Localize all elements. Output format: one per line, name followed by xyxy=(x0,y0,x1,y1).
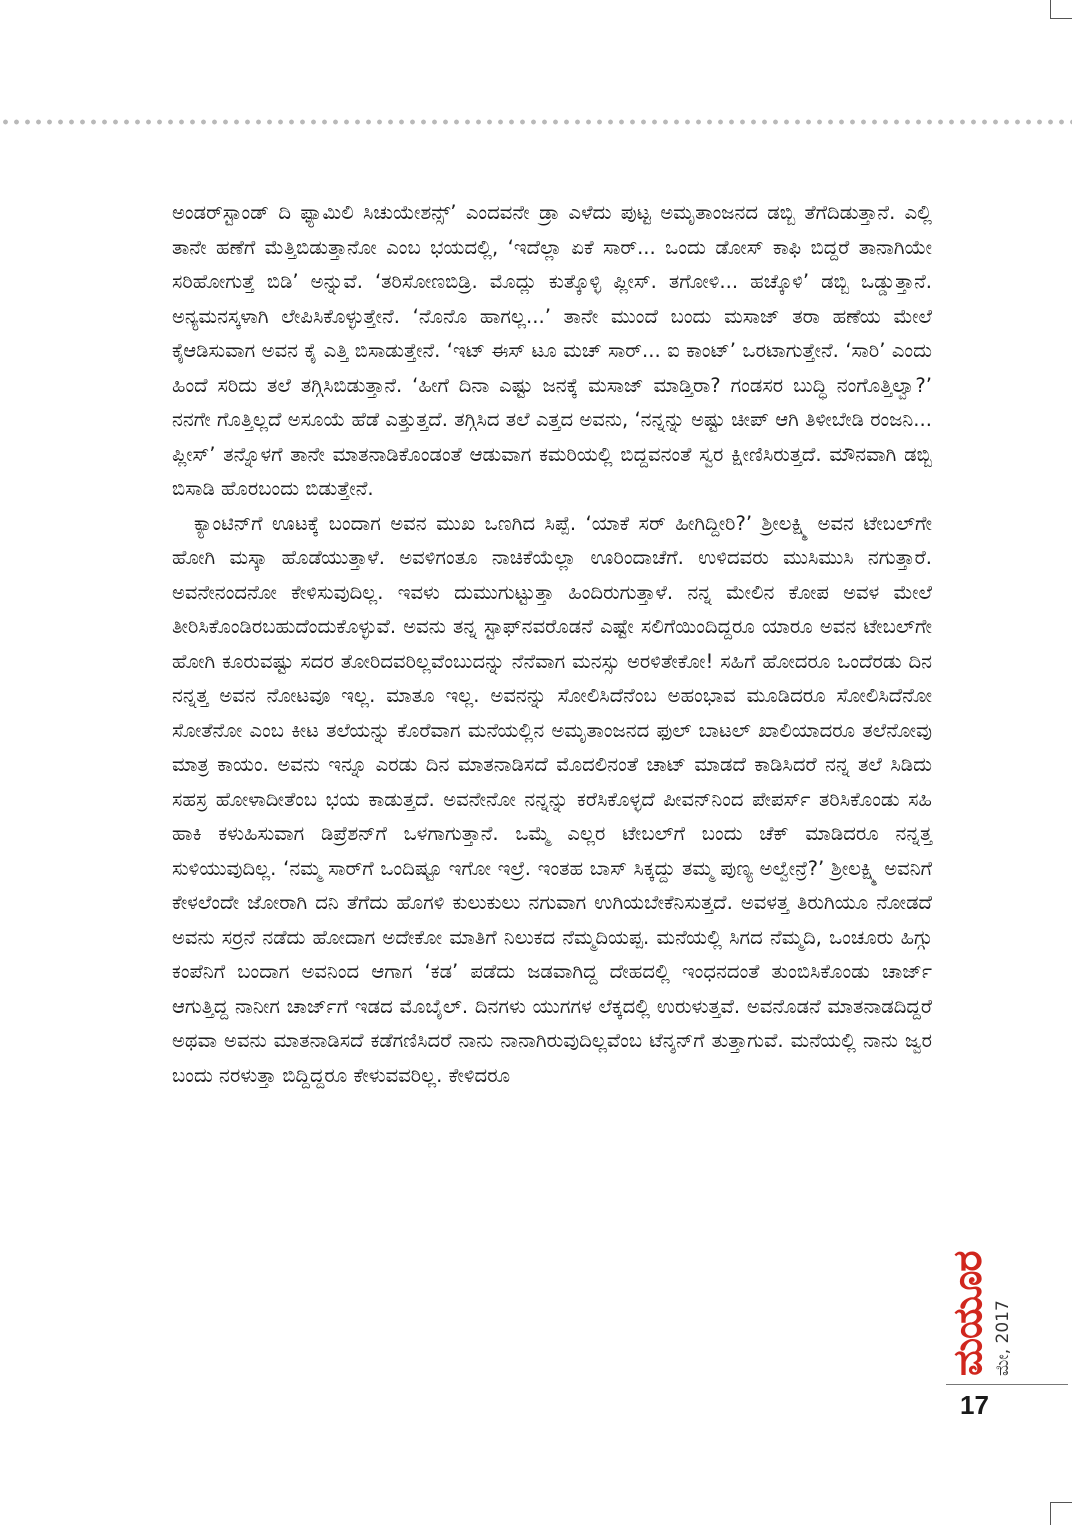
crop-mark-top-right xyxy=(1050,0,1051,18)
dotted-header-rule xyxy=(0,118,1072,126)
issue-date: ಮೇ, 2017 xyxy=(993,1300,1013,1376)
masthead xyxy=(944,1138,1054,1376)
article-body xyxy=(172,196,932,1093)
paragraph: ಕ್ಯಾಂಟಿನ್‌ಗೆ ಊಟಕ್ಕೆ ಬಂದಾಗ ಅವನ ಮುಖ ಒಣಗಿದ ಸಿಪ್ಪೆ. ‘ಯಾಕೆ ಸರ್ ಹೀಗಿದ್ದೀರಿ?’ ಶ್ರೀಲಕ್ಷ್ಮಿ ಅವನ ಟೇಬಲ್‌ಗೇ ಹೋಗಿ ಮಸ್ಕಾ ಹೊಡೆಯುತ್ತಾಳೆ. ಅವಳಿಗಂತೂ ನಾಚಿಕೆಯೆಲ್ಲಾ ಊರಿಂದಾಚೆಗೆ. ಉಳಿದವರು ಮುಸಿಮುಸಿ ನಗುತ್ತಾರೆ. ಅವನೇನಂದನೋ ಕೇಳಿಸುವುದಿಲ್ಲ. ಇವಳು ದುಮುಗುಟ್ಟುತ್ತಾ ಹಿಂದಿರುಗುತ್ತಾಳೆ. ನನ್ನ ಮೇಲಿನ ಕೋಪ ಅವಳ ಮೇಲೆ ತೀರಿಸಿಕೊಂಡಿರಬಹುದೆಂದುಕೊಳ್ಳುವೆ. ಅವನು ತನ್ನ ಸ್ಟಾಫ್‌ನವರೊಡನೆ ಎಷ್ಟೇ ಸಲಿಗೆಯಿಂದಿದ್ದರೂ ಯಾರೂ ಅವನ ಟೇಬಲ್‌ಗೇ ಹೋಗಿ ಕೂರುವಷ್ಟು ಸದರ ತೋರಿದವರಿಲ್ಲವೆಂಬುದನ್ನು ನೆನೆವಾಗ ಮನಸ್ಸು ಅರಳಿತೇಕೋ! ಸಹಿಗೆ ಹೋದರೂ ಒಂದೆರಡು ದಿನ ನನ್ನತ್ತ ಅವನ ನೋಟವೂ ಇಲ್ಲ. ಮಾತೂ ಇಲ್ಲ. ಅವನನ್ನು ಸೋಲಿಸಿದೆನೆಂಬ ಅಹಂಭಾವ ಮೂಡಿದರೂ ಸೋಲಿಸಿದೆನೋ ಸೋತೆನೋ ಎಂಬ ಕೀಟ ತಲೆಯನ್ನು ಕೊರೆವಾಗ ಮನೆಯಲ್ಲಿನ ಅಮೃತಾಂಜನದ ಫುಲ್ ಬಾಟಲ್ ಖಾಲಿಯಾದರೂ ತಲೆನೋವು ಮಾತ್ರ ಕಾಯಂ. ಅವನು ಇನ್ನೂ ಎರಡು ದಿನ ಮಾತನಾಡಿಸದೆ ಮೊದಲಿನಂತೆ ಚಾಟ್ ಮಾಡದೆ ಕಾಡಿಸಿದರೆ ನನ್ನ ತಲೆ ಸಿಡಿದು ಸಹಸ್ರ ಹೋಳಾದೀತೆಂಬ ಭಯ ಕಾಡುತ್ತದೆ. ಅವನೇನೋ ನನ್ನನ್ನು ಕರೆಸಿಕೊಳ್ಳದೆ ಪೀವನ್‌ನಿಂದ ಪೇಪರ್ಸ್ ತರಿಸಿಕೊಂಡು ಸಹಿ ಹಾಕಿ ಕಳುಹಿಸುವಾಗ ಡಿಪ್ರೆಶನ್‌ಗೆ ಒಳಗಾಗುತ್ತಾನೆ. ಒಮ್ಮೆ ಎಲ್ಲರ ಟೇಬಲ್‌ಗೆ ಬಂದು ಚೆಕ್ ಮಾಡಿದರೂ ನನ್ನತ್ತ ಸುಳಿಯುವುದಿಲ್ಲ. ‘ನಮ್ಮ ಸಾರ್‌ಗೆ ಒಂದಿಷ್ಟೂ ಇಗೋ ಇಲ್ರೆ. ಇಂತಹ ಬಾಸ್ ಸಿಕ್ಕದ್ದು ತಮ್ಮ ಪುಣ್ಯ ಅಲ್ವೇನ್ರೆ?’ ಶ್ರೀಲಕ್ಷ್ಮಿ ಅವನಿಗೆ ಕೇಳಲೆಂದೇ ಜೋರಾಗಿ ದನಿ ತೆಗೆದು ಹೊಗಳಿ ಕುಲುಕುಲು ನಗುವಾಗ ಉಗಿಯಬೇಕೆನಿಸುತ್ತದೆ. ಅವಳತ್ತ ತಿರುಗಿಯೂ ನೋಡದೆ ಅವನು ಸರ್ರನೆ ನಡೆದು ಹೋದಾಗ ಅದೇಕೋ ಮಾತಿಗೆ ನಿಲುಕದ ನೆಮ್ಮದಿಯಪ್ಪ. ಮನೆಯಲ್ಲಿ ಸಿಗದ ನೆಮ್ಮದಿ, ಒಂಚೂರು ಹಿಗ್ಗು ಕಂಪೆನಿಗೆ ಬಂದಾಗ ಅವನಿಂದ ಆಗಾಗ ‘ಕಡ’ ಪಡೆದು ಜಡವಾಗಿದ್ದ ದೇಹದಲ್ಲಿ ಇಂಧನದಂತೆ ತುಂಬಿಸಿಕೊಂಡು ಚಾರ್ಜ್ ಆಗುತ್ತಿದ್ದ ನಾನೀಗ ಚಾರ್ಜ್‌ಗೆ ಇಡದ ಮೊಬೈಲ್. ದಿನಗಳು ಯುಗಗಳ ಲೆಕ್ಕದಲ್ಲಿ ಉರುಳುತ್ತವೆ. ಅವನೊಡನೆ ಮಾತನಾಡದಿದ್ದರೆ ಅಥವಾ ಅವನು ಮಾತನಾಡಿಸದೆ ಕಡೆಗಣಿಸಿದರೆ ನಾನು ನಾನಾಗಿರುವುದಿಲ್ಲವೆಂಬ ಟೆನ್ಶನ್‌ಗೆ ತುತ್ತಾಗುವೆ. ಮನೆಯಲ್ಲಿ ನಾನು ಜ್ವರ ಬಂದು ನರಳುತ್ತಾ ಬಿದ್ದಿದ್ದರೂ ಕೇಳುವವರಿಲ್ಲ. ಕೇಳಿದರೂ xyxy=(172,511,932,1087)
crop-mark-top-right xyxy=(1050,18,1072,19)
paragraph: ಅಂಡರ್‌ಸ್ಟಾಂಡ್ ದಿ ಫ್ಯಾಮಿಲಿ ಸಿಚುಯೇಶನ್ಸ್’ ಎಂದವನೇ ಡ್ರಾ ಎಳೆದು ಪುಟ್ಟ ಅಮೃತಾಂಜನದ ಡಬ್ಬಿ ತೆಗೆದಿಡುತ್ತಾನೆ. ಎಲ್ಲಿ ತಾನೇ ಹಣೆಗೆ ಮೆತ್ತಿಬಿಡುತ್ತಾನೋ ಎಂಬ ಭಯದಲ್ಲಿ, ‘ಇದೆಲ್ಲಾ ಏಕೆ ಸಾರ್... ಒಂದು ಡೋಸ್ ಕಾಫಿ ಬಿದ್ದರೆ ತಾನಾಗಿಯೇ ಸರಿಹೋಗುತ್ತೆ ಬಿಡಿ’ ಅನ್ನುವೆ. ‘ತರಿಸೋಣಬಿಡ್ರಿ. ಮೊದ್ಲು ಕುತ್ಕೊಳ್ಳಿ ಪ್ಲೀಸ್. ತಗೋಳಿ... ಹಚ್ಕೊಳಿ’ ಡಬ್ಬಿ ಒಡ್ಡುತ್ತಾನೆ. ಅನ್ಯಮನಸ್ಕಳಾಗಿ ಲೇಪಿಸಿಕೊಳ್ಳುತ್ತೇನೆ. ‘ನೊನೊ ಹಾಗಲ್ಲ...’ ತಾನೇ ಮುಂದೆ ಬಂದು ಮಸಾಜ್ ತರಾ ಹಣೆಯ ಮೇಲೆ ಕೈಆಡಿಸುವಾಗ ಅವನ ಕೈ ಎತ್ತಿ ಬಿಸಾಡುತ್ತೇನೆ. ‘ಇಟ್ ಈಸ್ ಟೂ ಮಚ್ ಸಾರ್... ಐ ಕಾಂಟ್’ ಒರಟಾಗುತ್ತೇನೆ. ‘ಸಾರಿ’ ಎಂದು ಹಿಂದೆ ಸರಿದು ತಲೆ ತಗ್ಗಿಸಿಬಿಡುತ್ತಾನೆ. ‘ಹೀಗೆ ದಿನಾ ಎಷ್ಟು ಜನಕ್ಕೆ ಮಸಾಜ್ ಮಾಡ್ತಿರಾ? ಗಂಡಸರ ಬುದ್ಧಿ ನಂಗೊತ್ತಿಲ್ವಾ?’ ನನಗೇ ಗೊತ್ತಿಲ್ಲದೆ ಅಸೂಯೆ ಹೆಡೆ ಎತ್ತುತ್ತದೆ. ತಗ್ಗಿಸಿದ ತಲೆ ಎತ್ತದ ಅವನು, ‘ನನ್ನನ್ನು ಅಷ್ಟು ಚೀಪ್ ಆಗಿ ತಿಳೀಬೇಡಿ ರಂಜನಿ... ಪ್ಲೀಸ್’ ತನ್ನೊಳಗೆ ತಾನೇ ಮಾತನಾಡಿಕೊಂಡಂತೆ ಆಡುವಾಗ ಕಮರಿಯಲ್ಲಿ ಬಿದ್ದವನಂತೆ ಸ್ವರ ಕ್ಷೀಣಿಸಿರುತ್ತದೆ. ಮೌನವಾಗಿ ಡಬ್ಬಿ ಬಿಸಾಡಿ ಹೊರಬಂದು ಬಿಡುತ್ತೇನೆ. xyxy=(172,201,932,500)
crop-mark-bottom-right xyxy=(1050,1502,1051,1525)
magazine-logo: ಮಯೂರ xyxy=(945,1251,991,1376)
page-number-rule xyxy=(946,1384,1068,1385)
crop-mark-bottom-right xyxy=(1050,1502,1072,1503)
page-number: 17 xyxy=(960,1390,989,1420)
